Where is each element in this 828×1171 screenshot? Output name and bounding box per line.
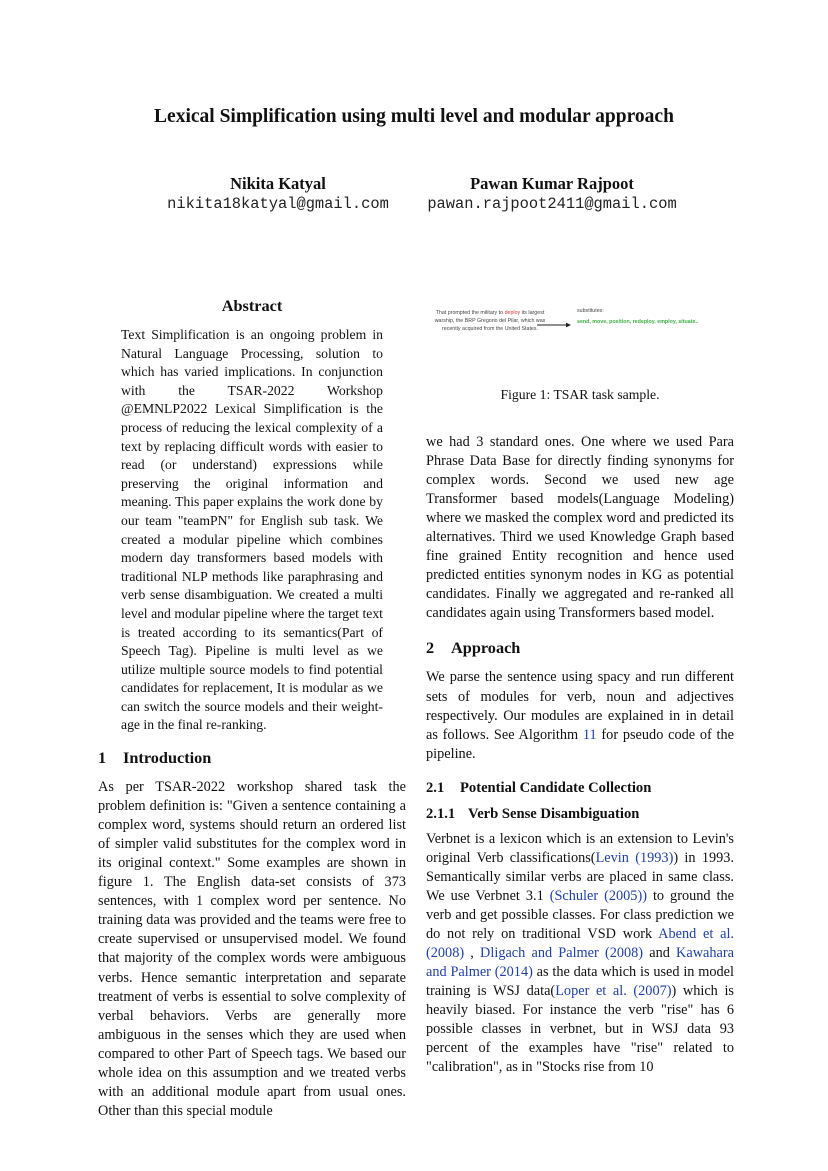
approach-text-post: for pseudo code of the pipeline. [426, 726, 734, 762]
subsection-2-1-heading [426, 778, 734, 798]
intro-continuation: we had 3 standard ones. One where we used Para Phrase Data Base for directly finding synonyms for complex words. Second we used new age Transformer based models(Language Modeling) where we masked the complex word and predicted its alternatives. Third we used Knowledge Graph based fine grained Entity recognition and hence used predicted entities synonym nodes in KG as potential candidates. Finally we aggregated and re-ranked all candidates again using Transformers based model. [426, 434, 734, 622]
abstract-text: Text Simplification is an ongoing problem in Natural Language Processing, solution to which has varied implications. In conjunction with the TSAR-2022 Workshop @EMNLP2022 Lexical Simplification is the process of reducing the lexical complexity of a text by replacing difficult words with easier to read (or understand) expressions while preserving the original information and meaning. This paper explains the work done by our team "teamPN" for English sub task. We created a modular pipeline which combines modern day transformers based models with traditional NLP methods like paraphrasing and verb sense disambiguation. We created a multi level and modular pipeline where the target text is treated according to its semantics(Part of Speech Tag). Pipeline is multi level as we utilize multiple source models to find potential candidates for replacement, It is modular as we can switch the source models and their weight-age in the final re-ranking. [121, 327, 383, 733]
arrow-icon [537, 321, 571, 329]
citation-abend[interactable]: Abend et al. (2008) [426, 925, 734, 961]
approach-text-pre: We parse the sentence using spacy and run different sets of modules for verb, noun and adjectives respectively. Our modules are explained in in detail as follows. See Algorithm [426, 669, 734, 743]
figure-target-word: deploy [504, 310, 521, 316]
citation-loper[interactable]: Loper et al. (2007) [555, 983, 672, 1000]
verbnet-text-3: to ground the verb and get possible classes. For class prediction we do not rely on traditional VSD work [426, 887, 734, 942]
approach-text [426, 668, 734, 763]
subsection-2-1-1-heading [426, 804, 734, 824]
subsection-2-1-1-number: 2.1.1 [426, 805, 456, 822]
verbnet-text-2: ) in 1993. Semantically similar verbs are placed in same class. We use Verbnet 3.1 [426, 849, 735, 904]
citation-schuler[interactable]: (Schuler (2005)) [549, 887, 647, 904]
figure-substitutes-list: send, move, position, redeploy, employ, situate.. [577, 319, 699, 325]
verbnet-text-7: ) which is heavily biased. For instance the verb "rise" has 6 possible classes in verbnet, but in WSJ data 93 percent of the examples have "rise" related to "calibration", as in "Stocks rise from 10 [426, 983, 734, 1076]
approach-number: 2 [426, 638, 435, 658]
intro-title: Introduction [123, 748, 212, 768]
left-column [98, 295, 406, 1121]
subsection-2-1-title: Potential Candidate Collection [460, 779, 652, 796]
subsection-2-1-1-title: Verb Sense Disambiguation [468, 805, 640, 822]
figure-substitutes-label: substitutes: [577, 308, 604, 314]
author-name-1: Nikita Katyal [230, 174, 326, 193]
author-email-2: pawan.rajpoot2411@gmail.com [427, 195, 677, 213]
figure-caption: Figure 1: TSAR task sample. [500, 387, 660, 402]
verbnet-text-1: Verbnet is a lexicon which is an extension to Levin's original Verb classifications( [426, 830, 734, 866]
approach-title: Approach [451, 638, 521, 658]
intro-heading [98, 747, 406, 769]
abstract-heading: Abstract [221, 296, 283, 315]
intro-text: As per TSAR-2022 workshop shared task the problem definition is: "Given a sentence containing a complex word, systems should return an ordered list of simpler valid substitutes for the complex word in its original context." Some examples are shown in figure 1. The English data-set consists of 373 sentences, with 1 complex word per sentence. No training data was provided and the teams were free to create supervised or unsupervised model. We found that majority of the complex words were ambiguous verbs. Hence semantic interpretation and separate treatment of verbs is essential to solve complexity of verbal behaviors. Verbs are generally more ambiguous in the senses which they are used when compared to other Part of Speech tags. We based our whole idea on this assumption and we treated verbs with an additional module apart from usual ones. Other than this special module [98, 779, 406, 1119]
right-column [426, 433, 734, 1077]
figure-sentence-post: its largest warship, the BRP Gregorio del Pilar, which was recently acquired from the United States. [434, 310, 546, 333]
subsection-2-1-number: 2.1 [426, 779, 445, 796]
figure-1 [426, 303, 734, 369]
author-email-1: nikita18katyal@gmail.com [167, 195, 389, 213]
figure-sentence-pre: That prompted the military to [435, 310, 505, 316]
figure-sentence [430, 309, 550, 334]
verbnet-text-6: as the data which is used in model training is WSJ data( [426, 964, 734, 1000]
verbnet-text-5: and [643, 944, 677, 961]
verbnet-text [426, 830, 734, 1078]
author-name-2: Pawan Kumar Rajpoot [470, 174, 634, 193]
approach-heading [426, 637, 734, 659]
verbnet-text-4: , [464, 944, 481, 961]
paper-title: Lexical Simplification using multi level and modular approach [154, 106, 674, 127]
citation-kawahara[interactable]: Kawahara and Palmer (2014) [426, 944, 734, 981]
algorithm-link[interactable]: 11 [582, 726, 597, 743]
citation-levin[interactable]: Levin (1993) [595, 849, 674, 866]
intro-number: 1 [98, 748, 107, 768]
citation-dligach[interactable]: Dligach and Palmer (2008) [480, 944, 644, 961]
